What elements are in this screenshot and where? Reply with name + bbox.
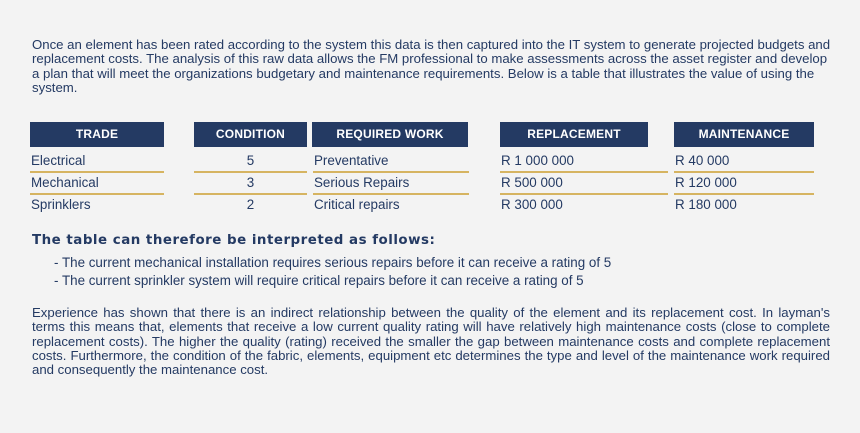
header-condition: CONDITION xyxy=(194,122,307,147)
cell-maintenance-1: R 40 000 xyxy=(674,151,814,173)
cell-trade-1: Electrical xyxy=(30,151,164,173)
cell-replacement-1: R 1 000 000 xyxy=(500,151,668,173)
header-required-work: REQUIRED WORK xyxy=(312,122,468,147)
column-required-work xyxy=(312,122,468,215)
asset-table xyxy=(30,122,814,214)
column-condition xyxy=(194,122,307,215)
interpretation-bullet: - The current mechanical installation requires serious repairs before it can receive a rating of 5 xyxy=(54,254,611,272)
cell-trade-3: Sprinklers xyxy=(31,197,91,212)
interpretation-list xyxy=(54,254,611,289)
column-replacement xyxy=(500,122,668,215)
column-maintenance xyxy=(674,122,814,215)
header-replacement: REPLACEMENT xyxy=(500,122,648,147)
outro-paragraph: Experience has shown that there is an indirect relationship between the quality of the element and its replacement cost. In layman's terms this means that, elements that receive a low current quality rating will have relatively high maintenance costs (close to complete replacement costs). The higher the quality (rating) received the smaller the gap between maintenance costs and complete replacement costs. Furthermore, the condition of the fabric, elements, equipment etc determines the type and level of the maintenance work required and consequently the maintenance cost. xyxy=(32,305,830,378)
cell-work-2: Serious Repairs xyxy=(313,173,469,195)
cell-maintenance-3: R 180 000 xyxy=(675,197,737,212)
cell-replacement-2: R 500 000 xyxy=(500,173,668,195)
cell-condition-3: 2 xyxy=(246,197,255,212)
cell-trade-2: Mechanical xyxy=(30,173,164,195)
interpretation-bullet: - The current sprinkler system will require critical repairs before it can receive a rating of 5 xyxy=(54,272,611,290)
cell-maintenance-2: R 120 000 xyxy=(674,173,814,195)
interpretation-heading: The table can therefore be interpreted as follows: xyxy=(32,233,436,248)
cell-work-3: Critical repairs xyxy=(314,197,400,212)
cell-condition-2: 3 xyxy=(194,173,307,195)
cell-work-1: Preventative xyxy=(313,151,469,173)
intro-paragraph: Once an element has been rated according to the system this data is then captured into the IT system to generate projected budgets and replacement costs. The analysis of this raw data allows the FM professional to make assessments across the asset register and develop a plan that will meet the organizations budgetary and maintenance requirements. Below is a table that illustrates the value of using the system. xyxy=(32,37,831,95)
header-trade: TRADE xyxy=(30,122,164,147)
cell-condition-1: 5 xyxy=(194,151,307,173)
cell-replacement-3: R 300 000 xyxy=(501,197,563,212)
column-trade xyxy=(30,122,164,215)
header-maintenance: MAINTENANCE xyxy=(674,122,814,147)
